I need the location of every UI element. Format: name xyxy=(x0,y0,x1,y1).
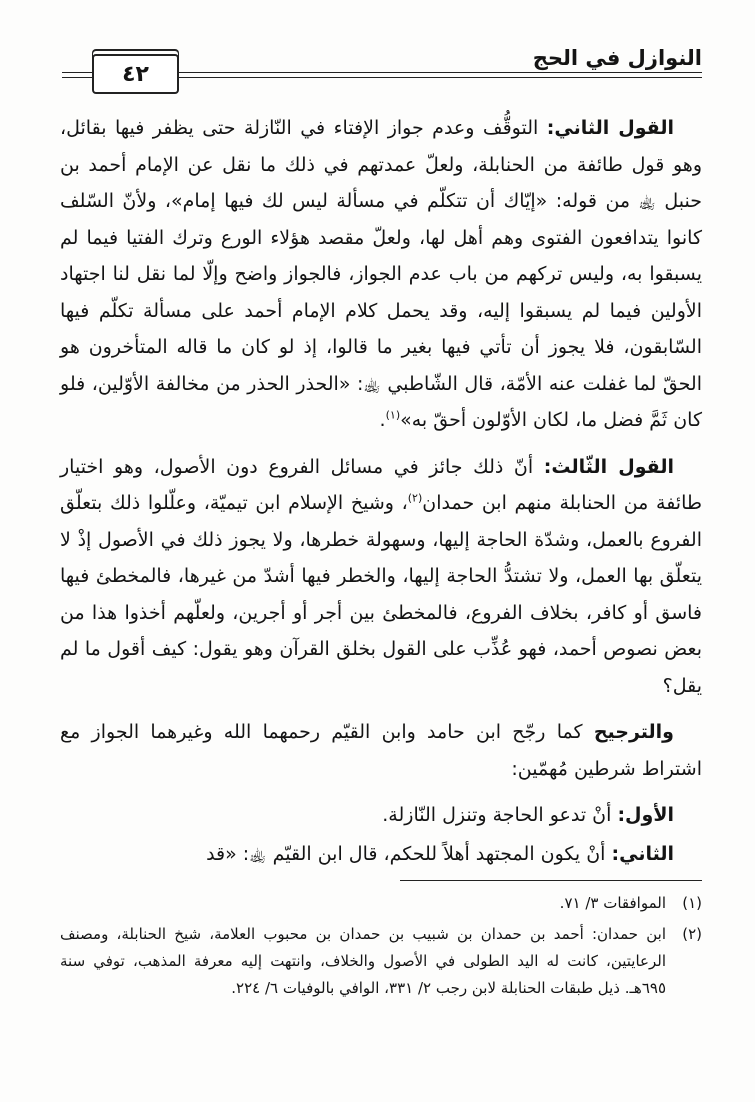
label-second-opinion: القول الثاني: xyxy=(546,117,675,139)
footnote-ref-1: (١) xyxy=(385,408,401,422)
text-preference: كما رجّح ابن حامد وابن القيّم رحمهما الله وغيرهما الجواز مع اشتراط شرطين مُهمّين: xyxy=(60,721,702,780)
paragraph-first-condition xyxy=(60,797,702,834)
paragraph-third-opinion xyxy=(60,449,702,705)
footnote-text: الموافقات ٣/ ٧١. xyxy=(559,894,666,912)
text-first-condition: أنْ تدعو الحاجة وتنزل النّازلة. xyxy=(382,804,612,826)
page-header xyxy=(62,46,702,96)
footnote-ref-2: (٢) xyxy=(407,491,423,505)
running-title: النوازل في الحج xyxy=(523,46,702,70)
text-second-condition: أنْ يكون المجتهد أهلاً للحكم، قال ابن القيّم ﵀: «قد xyxy=(206,842,606,865)
label-preference: والترجيح xyxy=(593,721,674,743)
footnote-number: (١) xyxy=(682,894,702,912)
footnotes xyxy=(60,890,702,1006)
footnote-item xyxy=(60,890,702,917)
label-second-condition: الثاني: xyxy=(611,842,674,865)
text-third-opinion-b: ، وشيخ الإسلام ابن تيميّة، وعلّلوا ذلك بتعلّق الفروع بالعمل، وشدّة الحاجة إليها، وسهولة خطرها، ولا يجوز ذلك في الأصول إذْ لا يتعلّق بها العمل، ولا تشتدُّ الحاجة إليها، والخطر فيها أشدّ من غيرها، فالمخطئ فيها فاسق أو كافر، بخلاف الفروع، فالمخطئ بين أجر أو أجرين، ولعلّهم أخذوا هذا من بعض نصوص أحمد، فهو عُذِّب على القول بخلق القرآن وهو يقول: كيف أقول ما لم يقل؟ xyxy=(60,492,702,697)
paragraph-second-condition xyxy=(60,836,702,873)
footnote-number: (٢) xyxy=(682,925,702,943)
page-number: ٤٢ xyxy=(92,54,179,94)
label-first-condition: الأول: xyxy=(617,804,674,826)
footnote-separator xyxy=(400,880,702,881)
label-third-opinion: القول الثّالث: xyxy=(543,455,674,478)
main-text xyxy=(60,110,702,882)
text-second-opinion: التوقُّف وعدم جواز الإفتاء في النّازلة حتى يظفر فيها بقائل، وهو قول طائفة من الحنابلة، ولعلّ عمدتهم في ذلك ما نقل عن الإمام أحمد بن حنبل ﵀ من قوله: «إيّاك أن تتكلّم في مسألة ليس لك فيها إمام»، ولأنّ السّلف كانوا يتدافعون الفتوى وهم أهل لها، ولعلّ مقصد هؤلاء الورع وترك الفتيا فيما لم يسبقوا به، وليس تركهم من باب عدم الجواز، فالجواز واضح وإلّا لما نقل لنا اجتهاد الأولين فيما لم يسبقوا إليه، وقد يحمل كلام الإمام أحمد على مسألة تكلّم فيها السّابقون، فلا يجوز أن تأتي فيها بغير ما قالوا، إذ لو كان ما قاله المتأخرون هو الحقّ لما غفلت عنه الأمّة، قال الشّاطبي ﵀: «الحذر الحذر من مخالفة الأوّلين، فلو كان ثَمَّ فضل ما، لكان الأوّلون أحقّ به» xyxy=(60,117,702,431)
header-rule-left xyxy=(62,72,92,78)
paragraph-preference xyxy=(60,714,702,787)
paragraph-second-opinion xyxy=(60,110,702,439)
header-rule-right xyxy=(177,72,702,78)
end-period: . xyxy=(379,409,386,431)
text-third-opinion-a: أنّ ذلك جائز في مسائل الفروع دون الأصول، وهو اختيار طائفة من الحنابلة منهم ابن حمدان xyxy=(60,455,703,514)
footnote-text: ابن حمدان: أحمد بن حمدان بن شبيب بن حمدان بن محبوب العلامة، شيخ الحنابلة، ومصنف الرعايتين، كانت له اليد الطولى في الأصول والخلاف، وانتهت إليه معرفة المذهب، توفي سنة ٦٩٥هـ. ذيل طبقات الحنابلة لابن رجب ٢/ ٣٣١، الوافي بالوفيات ٦/ ٢٢٤. xyxy=(60,925,666,997)
footnote-item xyxy=(60,921,702,1002)
